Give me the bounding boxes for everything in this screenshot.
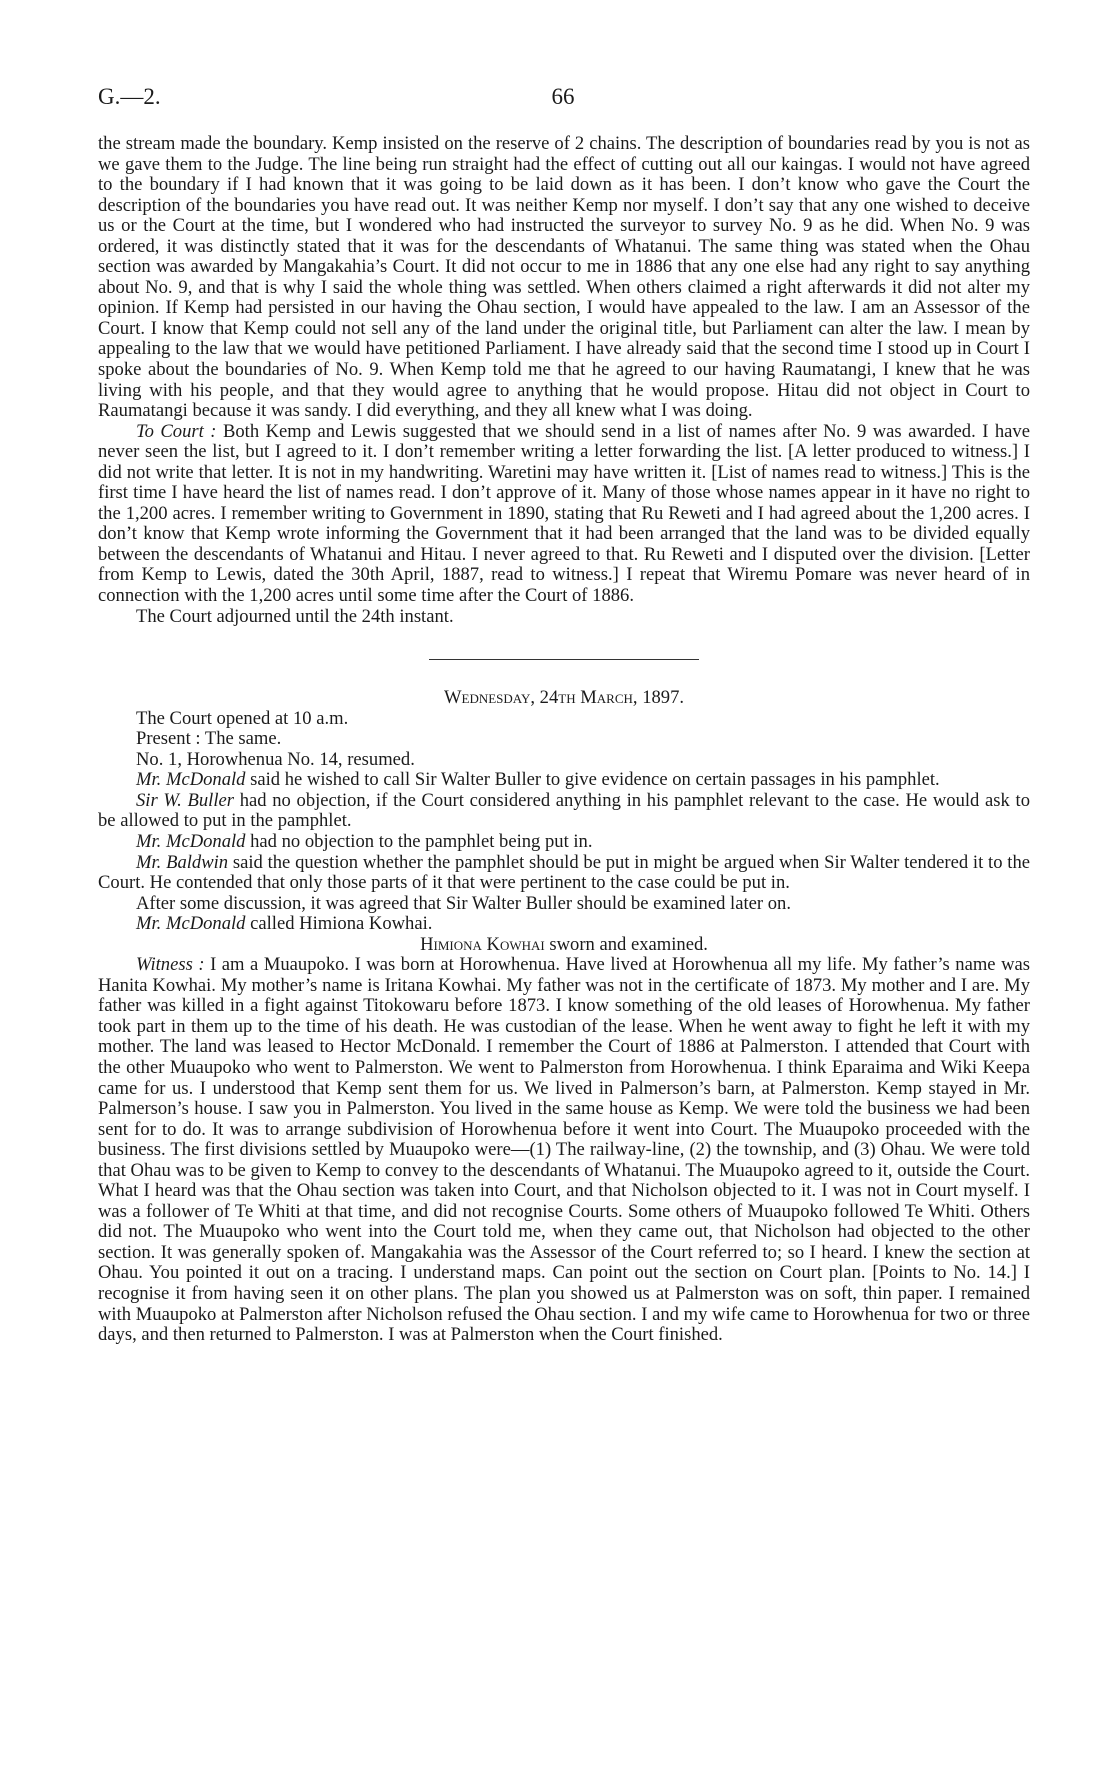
- speaker-label: Mr. Baldwin: [136, 851, 229, 873]
- page-number: 66: [551, 84, 575, 109]
- paragraph: [98, 832, 1030, 853]
- paragraph: The Court opened at 10 a.m.: [136, 707, 349, 729]
- witness-name: Himiona Kowhai: [420, 933, 545, 955]
- witness-heading: [98, 935, 1030, 956]
- paragraph: [98, 422, 1030, 607]
- series-label: G.—2.: [98, 84, 161, 109]
- paragraph: No. 1, Horowhenua No. 14, resumed.: [136, 748, 415, 770]
- paragraph: [98, 770, 1030, 791]
- speaker-label: Sir W. Buller: [136, 789, 234, 811]
- paragraph: [98, 955, 1030, 1345]
- paragraph: [98, 914, 1030, 935]
- paragraph-text: I am a Muaupoko. I was born at Horowhenua. Have lived at Horowhenua all my life. My father’s name was Hanita Kowhai. My mother’s name is Iritana Kowhai. My father was not in the certificate of 1873. My mother and I are. My father was killed in a fight against Titokowaru before 1873. I know something of the old leases of Horowhenua. My father took part in them up to the time of his death. He was custodian of the lease. When he went away to fight he left it with my mother. The land was leased to Hector McDonald. I remember the Court of 1886 at Palmerston. I attended that Court with the other Muaupoko who went to Palmerston. We went to Palmerston from Horowhenua. I think Eparaima and Wiki Keepa came for us. I understood that Kemp sent them for us. We lived in Palmerson’s barn, at Palmerston. Kemp stayed in Mr. Palmerson’s house. I saw you in Palmerston. You lived in the same house as Kemp. We were told the business we had been sent for to do. It was to arrange subdivision of Horowhenua before it went into Court. The Muaupoko proceeded with the business. The first divisions settled by Muaupoko were—(1) The railway-line, (2) the township, and (3) Ohau. We were told that Ohau was to be given to Kemp to convey to the descendants of Whatanui. The Muaupoko agreed to it, outside the Court. What I heard was that the Ohau section was taken into Court, and that Nicholson objected to it. I was not in Court myself. I was a follower of Te Whiti at that time, and did not recognise Courts. Some others of Muaupoko followed Te Whiti. Others did not. The Muaupoko who went into the Court told me, when they came out, that Nicholson had objected to the other section. It was generally spoken of. Mangakahia was the Assessor of the Court referred to; so I heard. I knew the section at Ohau. You pointed it out on a tracing. I understand maps. Can point out the section on Court plan. [Points to No. 14.] I recognise it from having seen it on other plans. The plan you showed us at Palmerston was on soft, thin paper. I remained with Muaupoko at Palmerston after Nicholson refused the Ohau section. I and my wife came to Horowhenua for two or three days, and then returned to Palmerston. I was at Palmerston when the Court finished.: [98, 954, 1030, 1346]
- paragraph: [98, 853, 1030, 894]
- page-header: [98, 84, 1028, 114]
- paragraph-text: said he wished to call Sir Walter Buller to give evidence on certain passages in his pamphlet.: [245, 769, 940, 791]
- speaker-label: Witness :: [136, 954, 205, 976]
- paragraph-text: said the question whether the pamphlet should be put in might be argued when Sir Walter tendered it to the Court. He contended that only those parts of it that were pertinent to the case could be put in.: [98, 851, 1030, 894]
- paragraph: [98, 791, 1030, 832]
- paragraph: Present : The same.: [136, 728, 282, 750]
- section-divider: [429, 659, 699, 660]
- paragraph-text: had no objection to the pamphlet being put in.: [245, 830, 593, 852]
- session-date: Wednesday, 24th March, 1897.: [443, 687, 685, 709]
- speaker-label: Mr. McDonald: [136, 913, 246, 935]
- paragraph: the stream made the boundary. Kemp insisted on the reserve of 2 chains. The description of boundaries read by you is not as we gave them to the Judge. The line being run straight had the effect of cutting out all our kaingas. I would not have agreed to the boundary if I had known that it was going to be laid down as it has been. I don’t know who gave the Court the description of the boundaries you have read out. It was neither Kemp nor myself. I don’t say that any one wished to deceive us or the Court at the time, but I wondered who had instructed the surveyor to survey No. 9 as he did. When No. 9 was ordered, it was distinctly stated that it was for the descendants of Whatanui. The same thing was stated when the Ohau section was awarded by Mangakahia’s Court. It did not occur to me in 1886 that any one else had any right to say anything about No. 9, and that is why I said the whole thing was settled. When others claimed a right afterwards it did not alter my opinion. If Kemp had persisted in our having the Ohau section, I would have appealed to the law. I am an Assessor of the Court. I know that Kemp could not sell any of the land under the original title, but Parliament can alter the law. I mean by appealing to the law that we would have petitioned Parliament. I have already said that the second time I stood up in Court I spoke about the boundaries of No. 9. When Kemp told me that he agreed to our having Raumatangi, I knew that he was living with his people, and that they would agree to anything that he would propose. Hitau did not object in Court to Raumatangi because it was sandy. I did everything, and they all knew what I was doing.: [98, 133, 1030, 422]
- witness-heading-suffix: sworn and examined.: [544, 933, 708, 955]
- document-body: [98, 134, 1030, 1346]
- paragraph: After some discussion, it was agreed that Sir Walter Buller should be examined later on.: [136, 892, 791, 914]
- speaker-label: Mr. McDonald: [136, 830, 246, 852]
- paragraph-text: Both Kemp and Lewis suggested that we should send in a list of names after No. 9 was awarded. I have never seen the list, but I agreed to it. I don’t remember writing a letter forwarding the list. [A letter produced to witness.] I did not write that letter. It is not in my handwriting. Waretini may have written it. [List of names read to witness.] This is the first time I have heard the list of names read. I don’t approve of it. Many of those whose names appear in it have no right to the 1,200 acres. I remember writing to Government in 1890, stating that Ru Reweti and I had agreed about the 1,200 acres. I don’t know that Kemp wrote informing the Government that it had been arranged that the land was to be divided equally between the descendants of Whatanui and Hitau. I never agreed to that. Ru Reweti and I disputed over the division. [Letter from Kemp to Lewis, dated the 30th April, 1887, read to witness.] I repeat that Wiremu Pomare was never heard of in connection with the 1,200 acres until some time after the Court of 1886.: [98, 420, 1030, 607]
- paragraph: The Court adjourned until the 24th instant.: [136, 605, 454, 627]
- paragraph-text: called Himiona Kowhai.: [245, 913, 433, 935]
- speaker-label: To Court :: [136, 420, 217, 442]
- paragraph-text: had no objection, if the Court considered anything in his pamphlet relevant to the case. He would ask to be allowed to put in the pamphlet.: [98, 789, 1030, 832]
- speaker-label: Mr. McDonald: [136, 769, 246, 791]
